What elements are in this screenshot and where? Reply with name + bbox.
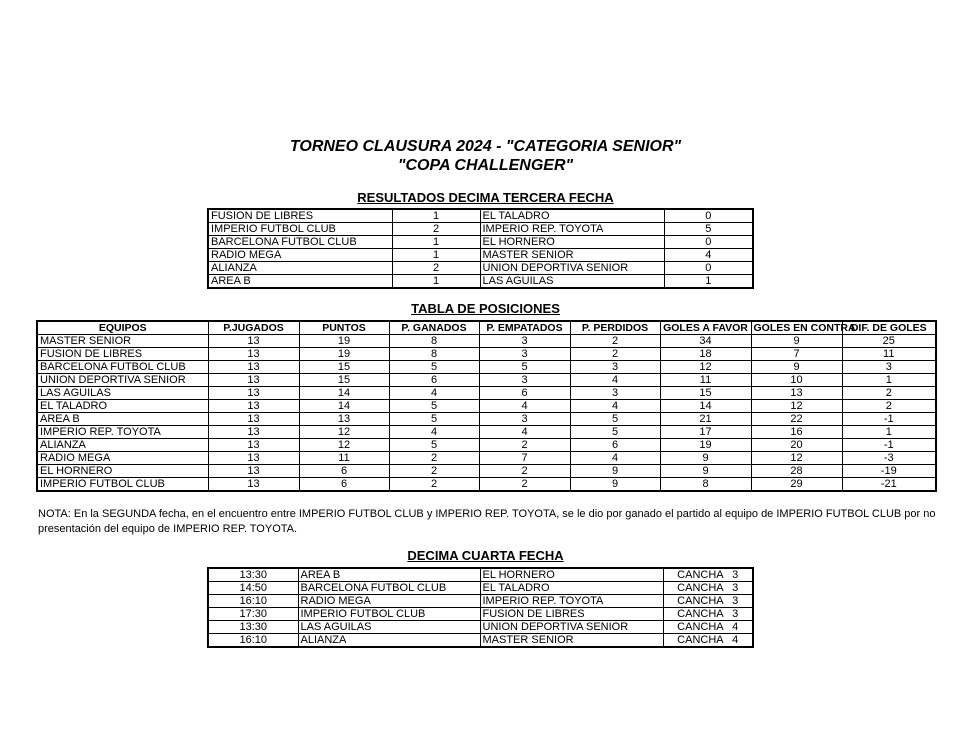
stat-cell: 2 — [570, 348, 660, 361]
standings-row — [37, 452, 936, 465]
home-team: BARCELONA FUTBOL CLUB — [208, 236, 392, 249]
results-table — [207, 208, 754, 289]
stat-cell: 3 — [570, 387, 660, 400]
stat-cell: 9 — [660, 452, 751, 465]
stat-cell: 13 — [208, 478, 299, 492]
field-name: CANCHA 3 — [663, 568, 753, 582]
standings-row — [37, 348, 936, 361]
home-goals: 1 — [392, 275, 480, 289]
stat-cell: 12 — [660, 361, 751, 374]
note-line-2: presentación del equipo de IMPERIO REP. TOYOTA. — [38, 523, 298, 535]
away-goals: 0 — [664, 236, 753, 249]
away-team: UNION DEPORTIVA SENIOR — [480, 621, 663, 634]
field-name: CANCHA 3 — [663, 595, 753, 608]
stat-cell: 14 — [660, 400, 751, 413]
stat-cell: 1 — [842, 374, 936, 387]
home-team: LAS AGUILAS — [298, 621, 480, 634]
away-team: FUSION DE LIBRES — [480, 608, 663, 621]
stat-cell: 11 — [660, 374, 751, 387]
stat-cell: 4 — [570, 452, 660, 465]
stat-cell: 8 — [660, 478, 751, 492]
stat-cell: 22 — [751, 413, 842, 426]
fixture-row — [208, 582, 753, 595]
home-team: AREA B — [208, 275, 392, 289]
stat-cell: 13 — [208, 413, 299, 426]
standings-row — [37, 465, 936, 478]
team-name: MASTER SENIOR — [37, 335, 208, 348]
stat-cell: 2 — [389, 478, 479, 492]
stat-cell: 5 — [570, 413, 660, 426]
stat-cell: 3 — [479, 374, 570, 387]
standings-row — [37, 400, 936, 413]
stat-cell: 11 — [842, 348, 936, 361]
away-team: UNION DEPORTIVA SENIOR — [480, 262, 664, 275]
stat-cell: 4 — [479, 426, 570, 439]
stat-cell: 4 — [570, 374, 660, 387]
stat-cell: 2 — [479, 478, 570, 492]
stat-cell: 34 — [660, 335, 751, 348]
stat-cell: 13 — [208, 361, 299, 374]
away-goals: 0 — [664, 209, 753, 223]
fixture-row — [208, 608, 753, 621]
standings-row — [37, 413, 936, 426]
stat-cell: 7 — [479, 452, 570, 465]
stat-cell: 1 — [842, 426, 936, 439]
away-goals: 5 — [664, 223, 753, 236]
away-team: LAS AGUILAS — [480, 275, 664, 289]
stat-cell: 15 — [660, 387, 751, 400]
stat-cell: 2 — [842, 387, 936, 400]
stat-cell: 13 — [208, 426, 299, 439]
away-team: MASTER SENIOR — [480, 634, 663, 648]
stat-cell: 18 — [660, 348, 751, 361]
away-team: MASTER SENIOR — [480, 249, 664, 262]
away-team: EL TALADRO — [480, 209, 664, 223]
standings-row — [37, 387, 936, 400]
away-team: IMPERIO REP. TOYOTA — [480, 595, 663, 608]
team-name: LAS AGUILAS — [37, 387, 208, 400]
standings-row — [37, 478, 936, 492]
column-header: P. GANADOS — [389, 321, 479, 335]
away-goals: 1 — [664, 275, 753, 289]
stat-cell: 19 — [299, 348, 389, 361]
stat-cell: 3 — [842, 361, 936, 374]
stat-cell: 15 — [299, 361, 389, 374]
standings-row — [37, 335, 936, 348]
stat-cell: 7 — [751, 348, 842, 361]
result-row — [208, 209, 753, 223]
result-row — [208, 275, 753, 289]
stat-cell: 3 — [479, 335, 570, 348]
note-line-1: NOTA: En la SEGUNDA fecha, en el encuentro entre IMPERIO FUTBOL CLUB y IMPERIO REP. TOYOTA, se le dio por ganado el partido al equipo de IMPERIO FUTBOL CLUB por no — [38, 508, 936, 520]
stat-cell: 19 — [299, 335, 389, 348]
away-team: EL TALADRO — [480, 582, 663, 595]
match-time: 13:30 — [208, 568, 298, 582]
stat-cell: 4 — [389, 387, 479, 400]
stat-cell: 29 — [751, 478, 842, 492]
match-time: 16:10 — [208, 634, 298, 648]
home-team: ALIANZA — [208, 262, 392, 275]
fixture-row — [208, 568, 753, 582]
stat-cell: 4 — [479, 400, 570, 413]
stat-cell: 5 — [479, 361, 570, 374]
stat-cell: 13 — [751, 387, 842, 400]
field-name: CANCHA 3 — [663, 608, 753, 621]
home-goals: 2 — [392, 262, 480, 275]
stat-cell: -1 — [842, 439, 936, 452]
stat-cell: 5 — [389, 361, 479, 374]
home-goals: 2 — [392, 223, 480, 236]
stat-cell: 10 — [751, 374, 842, 387]
match-time: 17:30 — [208, 608, 298, 621]
column-header: PUNTOS — [299, 321, 389, 335]
stat-cell: -21 — [842, 478, 936, 492]
column-header: DIF. DE GOLES — [842, 321, 936, 335]
stat-cell: 13 — [299, 413, 389, 426]
team-name: UNION DEPORTIVA SENIOR — [37, 374, 208, 387]
home-goals: 1 — [392, 236, 480, 249]
away-team: EL HORNERO — [480, 236, 664, 249]
stat-cell: 21 — [660, 413, 751, 426]
away-team: EL HORNERO — [480, 568, 663, 582]
match-time: 14:50 — [208, 582, 298, 595]
home-team: RADIO MEGA — [208, 249, 392, 262]
column-header: GOLES EN CONTRA — [751, 321, 842, 335]
match-time: 16:10 — [208, 595, 298, 608]
stat-cell: 19 — [660, 439, 751, 452]
fixture-row — [208, 634, 753, 648]
fixtures-heading: DECIMA CUARTA FECHA — [407, 548, 564, 563]
result-row — [208, 262, 753, 275]
stat-cell: 13 — [208, 335, 299, 348]
home-team: IMPERIO FUTBOL CLUB — [208, 223, 392, 236]
stat-cell: 5 — [389, 439, 479, 452]
field-name: CANCHA 4 — [663, 634, 753, 648]
result-row — [208, 249, 753, 262]
team-name: EL HORNERO — [37, 465, 208, 478]
home-goals: 1 — [392, 249, 480, 262]
stat-cell: 2 — [389, 465, 479, 478]
standings-row — [37, 374, 936, 387]
stat-cell: 4 — [570, 400, 660, 413]
home-team: FUSION DE LIBRES — [208, 209, 392, 223]
standings-row — [37, 361, 936, 374]
stat-cell: 13 — [208, 387, 299, 400]
stat-cell: -3 — [842, 452, 936, 465]
stat-cell: 12 — [751, 400, 842, 413]
home-team: AREA B — [298, 568, 480, 582]
standings-row — [37, 426, 936, 439]
team-name: RADIO MEGA — [37, 452, 208, 465]
stat-cell: 20 — [751, 439, 842, 452]
standings-row — [37, 439, 936, 452]
home-team: RADIO MEGA — [298, 595, 480, 608]
result-row — [208, 236, 753, 249]
column-header: P. EMPATADOS — [479, 321, 570, 335]
stat-cell: 8 — [389, 348, 479, 361]
stat-cell: 3 — [479, 348, 570, 361]
stat-cell: 2 — [842, 400, 936, 413]
stat-cell: 9 — [570, 478, 660, 492]
stat-cell: 9 — [570, 465, 660, 478]
stat-cell: 16 — [751, 426, 842, 439]
stat-cell: 3 — [570, 361, 660, 374]
stat-cell: 3 — [479, 413, 570, 426]
stat-cell: 14 — [299, 387, 389, 400]
team-name: IMPERIO FUTBOL CLUB — [37, 478, 208, 492]
team-name: ALIANZA — [37, 439, 208, 452]
stat-cell: 5 — [389, 400, 479, 413]
stat-cell: 13 — [208, 452, 299, 465]
team-name: IMPERIO REP. TOYOTA — [37, 426, 208, 439]
team-name: AREA B — [37, 413, 208, 426]
stat-cell: 12 — [299, 439, 389, 452]
away-goals: 0 — [664, 262, 753, 275]
team-name: BARCELONA FUTBOL CLUB — [37, 361, 208, 374]
field-name: CANCHA 3 — [663, 582, 753, 595]
team-name: FUSION DE LIBRES — [37, 348, 208, 361]
stat-cell: 5 — [389, 413, 479, 426]
stat-cell: 13 — [208, 439, 299, 452]
standings-header-row — [37, 321, 936, 335]
column-header: P.JUGADOS — [208, 321, 299, 335]
fixture-row — [208, 621, 753, 634]
stat-cell: 13 — [208, 348, 299, 361]
stat-cell: 13 — [208, 374, 299, 387]
home-team: BARCELONA FUTBOL CLUB — [298, 582, 480, 595]
match-time: 13:30 — [208, 621, 298, 634]
stat-cell: 14 — [299, 400, 389, 413]
stat-cell: 6 — [299, 465, 389, 478]
column-header: P. PERDIDOS — [570, 321, 660, 335]
stat-cell: 9 — [660, 465, 751, 478]
home-team: ALIANZA — [298, 634, 480, 648]
stat-cell: 2 — [570, 335, 660, 348]
result-row — [208, 223, 753, 236]
stat-cell: 13 — [208, 400, 299, 413]
stat-cell: 25 — [842, 335, 936, 348]
fixture-row — [208, 595, 753, 608]
stat-cell: 9 — [751, 361, 842, 374]
tournament-title: TORNEO CLAUSURA 2024 - "CATEGORIA SENIOR" — [289, 138, 682, 155]
stat-cell: 13 — [208, 465, 299, 478]
stat-cell: 6 — [479, 387, 570, 400]
home-team: IMPERIO FUTBOL CLUB — [298, 608, 480, 621]
note-text — [38, 507, 938, 537]
stat-cell: -1 — [842, 413, 936, 426]
stat-cell: 6 — [299, 478, 389, 492]
away-team: IMPERIO REP. TOYOTA — [480, 223, 664, 236]
stat-cell: 11 — [299, 452, 389, 465]
stat-cell: 6 — [570, 439, 660, 452]
column-header: GOLES A FAVOR — [660, 321, 751, 335]
stat-cell: 5 — [570, 426, 660, 439]
stat-cell: 6 — [389, 374, 479, 387]
stat-cell: 2 — [479, 465, 570, 478]
field-name: CANCHA 4 — [663, 621, 753, 634]
stat-cell: 12 — [299, 426, 389, 439]
standings-heading: TABLA DE POSICIONES — [411, 301, 560, 316]
stat-cell: 8 — [389, 335, 479, 348]
stat-cell: -19 — [842, 465, 936, 478]
team-name: EL TALADRO — [37, 400, 208, 413]
stat-cell: 9 — [751, 335, 842, 348]
stat-cell: 2 — [479, 439, 570, 452]
stat-cell: 12 — [751, 452, 842, 465]
standings-table — [36, 320, 937, 492]
results-heading: RESULTADOS DECIMA TERCERA FECHA — [357, 190, 614, 205]
cup-title: "COPA CHALLENGER" — [397, 157, 574, 174]
stat-cell: 15 — [299, 374, 389, 387]
home-goals: 1 — [392, 209, 480, 223]
fixtures-table — [207, 567, 754, 648]
stat-cell: 28 — [751, 465, 842, 478]
stat-cell: 2 — [389, 452, 479, 465]
away-goals: 4 — [664, 249, 753, 262]
stat-cell: 17 — [660, 426, 751, 439]
column-header: EQUIPOS — [37, 321, 208, 335]
stat-cell: 4 — [389, 426, 479, 439]
